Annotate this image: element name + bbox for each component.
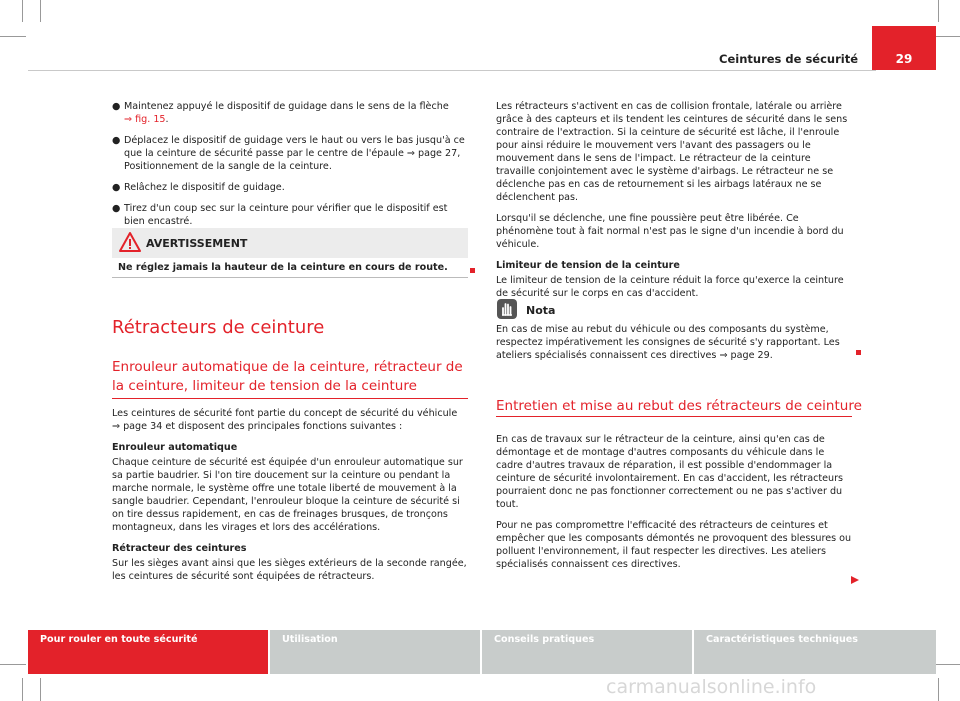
- retracteur-heading: Rétracteur des ceintures: [112, 543, 247, 554]
- note-title: Nota: [526, 304, 556, 317]
- bullet-dot: ●: [112, 101, 121, 112]
- maintenance-paragraph: En cas de travaux sur le rétracteur de la ceinture, ainsi qu'en cas de démontage et de montage d'autres composants du véhicule dans le cadre d'autres travaux de réparation, il est possible d'endommager la ceinture de sécurité involontairement. En cas d'accident, les rétracteurs pourraient donc ne pas fonctionner correctement ou ne pas s'activer du tout.: [496, 434, 844, 510]
- crop-mark: [938, 0, 939, 22]
- next-page-arrow-icon[interactable]: [850, 575, 860, 585]
- note-hand-icon: [496, 298, 518, 320]
- left-body: [112, 407, 468, 591]
- disposal-paragraph: Pour ne pas compromettre l'efficacité des rétracteurs de ceintures et empêcher que les composants démontés ne provoquent des blessures ou polluent l'environnement, il faut respecter les directives. Les ateliers spécialisés connaissent ces directives.: [496, 520, 852, 570]
- retracteur-activation-paragraph: Les rétracteurs s'activent en cas de collision frontale, latérale ou arrière grâce à des capteurs et ils tendent les ceintures de sécurité dans le sens contraire de l'extraction. Si la ceinture de sécurité est lâche, il l'enroule pour ainsi réduire le mouvement vers l'avant des passagers ou le mouvement dans le sens de l'impact. Le rétracteur de la ceinture travaille conjointement avec le système d'airbags. Le rétracteur ne se déclenche pas en cas de retournement si les airbags latéraux ne se déclenchent pas.: [496, 101, 848, 203]
- crop-mark: [0, 36, 26, 37]
- limiteur-heading: Limiteur de tension de la ceinture: [496, 260, 680, 271]
- dust-paragraph: Lorsqu'il se déclenche, une fine poussière peut être libérée. Ce phénomène tout à fait normal n'est pas le signe d'un incendie à bord du véhicule.: [496, 213, 844, 250]
- running-header: Ceintures de sécurité: [719, 52, 858, 66]
- footer-tab-label: Utilisation: [282, 634, 338, 645]
- header-rule: [28, 70, 876, 71]
- footer-tab-label: Caractéristiques techniques: [706, 634, 859, 645]
- note-body: [496, 323, 852, 370]
- subsection-rule: [112, 398, 468, 399]
- section2-title: Entretien et mise au rebut des rétracteurs de ceinture: [496, 398, 862, 414]
- intro-paragraph: Les ceintures de sécurité font partie du concept de sécurité du véhicule ⇒ page 34 et disposent des principales fonctions suivantes :: [112, 408, 458, 432]
- warning-text: Ne réglez jamais la hauteur de la ceinture en cours de route.: [112, 258, 468, 278]
- warning-header: [112, 228, 468, 258]
- retracteur-paragraph: Sur les sièges avant ainsi que les sièges extérieurs de la seconde rangée, les ceintures de sécurité sont équipées de rétracteurs.: [112, 558, 467, 582]
- right-body: [496, 433, 852, 579]
- bullet-dot: ●: [112, 182, 121, 193]
- bullet-item: [112, 181, 468, 194]
- crop-mark: [934, 36, 960, 37]
- bullet-text: Relâchez le dispositif de guidage.: [124, 182, 285, 193]
- left-column: [112, 100, 468, 236]
- figure-link[interactable]: ⇒ fig. 15: [124, 114, 166, 125]
- footer-tab-caracteristiques[interactable]: [694, 630, 936, 674]
- enrouleur-paragraph: Chaque ceinture de sécurité est équipée d'un enrouleur automatique sur sa partie baudrier. Si l'on tire doucement sur la ceinture ou pendant la marche normale, le système offre une totale liberté de mouvement à la sangle baudrier. Cependant, l'enrouleur bloque la ceinture de sécurité si on tire dessus rapidement, en cas de freinages brusques, de tronçons montagneux, dans les virages et lors des accélérations.: [112, 457, 463, 533]
- footer-tab-utilisation[interactable]: [270, 630, 480, 674]
- crop-mark: [22, 678, 23, 701]
- footer-tab-conseils[interactable]: [482, 630, 692, 674]
- crop-mark: [938, 678, 939, 701]
- section-end-marker: [856, 350, 861, 355]
- crop-mark: [22, 0, 23, 22]
- limiteur-paragraph: Le limiteur de tension de la ceinture réduit la force qu'exerce la ceinture de sécurité sur le corps en cas d'accident.: [496, 275, 844, 299]
- bullet-dot: ●: [112, 203, 121, 214]
- bullet-text: Déplacez le dispositif de guidage vers le haut ou vers le bas jusqu'à ce que la ceinture de sécurité passe par le centre de l'épaule ⇒ page 27, Positionnement de la sangle de la ceinture.: [124, 135, 465, 172]
- crop-mark: [40, 678, 41, 701]
- watermark: carmanualsonline.info: [606, 676, 817, 698]
- footer-tab-label: Conseils pratiques: [494, 634, 595, 645]
- warning-title: AVERTISSEMENT: [146, 237, 248, 250]
- right-column: [496, 100, 852, 308]
- warning-triangle-icon: [118, 231, 142, 253]
- crop-mark: [40, 0, 41, 22]
- section2-rule: [496, 416, 852, 417]
- crop-mark: [934, 664, 960, 665]
- note-text: En cas de mise au rebut du véhicule ou des composants du système, respectez impérativement les consignes de sécurité s'y rapportant. Les ateliers spécialisés connaissent ces directives ⇒ page 29.: [496, 324, 840, 361]
- section-end-marker: [470, 268, 475, 273]
- bullet-text: Tirez d'un coup sec sur la ceinture pour vérifier que le dispositif est bien encastré.: [124, 203, 448, 227]
- enrouleur-heading: Enrouleur automatique: [112, 442, 238, 453]
- subsection-title: Enrouleur automatique de la ceinture, rétracteur de la ceinture, limiteur de tension de la ceinture: [112, 359, 463, 394]
- bullet-dot: ●: [112, 135, 121, 146]
- crop-mark: [0, 664, 26, 665]
- bullet-item: [112, 202, 468, 228]
- footer-tab-label: Pour rouler en toute sécurité: [40, 634, 198, 645]
- page-number: 29: [895, 52, 913, 66]
- bullet-item: [112, 134, 468, 173]
- bullet-item: ● Maintenez appuyé le dispositif de guidage dans le sens de la flèche ⇒ fig. 15.: [112, 101, 449, 125]
- warning-box: [112, 228, 468, 276]
- section-title: Rétracteurs de ceinture: [112, 317, 325, 338]
- bullet-text: Maintenez appuyé le dispositif de guidage dans le sens de la flèche: [124, 101, 449, 112]
- footer-tab-safety[interactable]: [28, 630, 268, 674]
